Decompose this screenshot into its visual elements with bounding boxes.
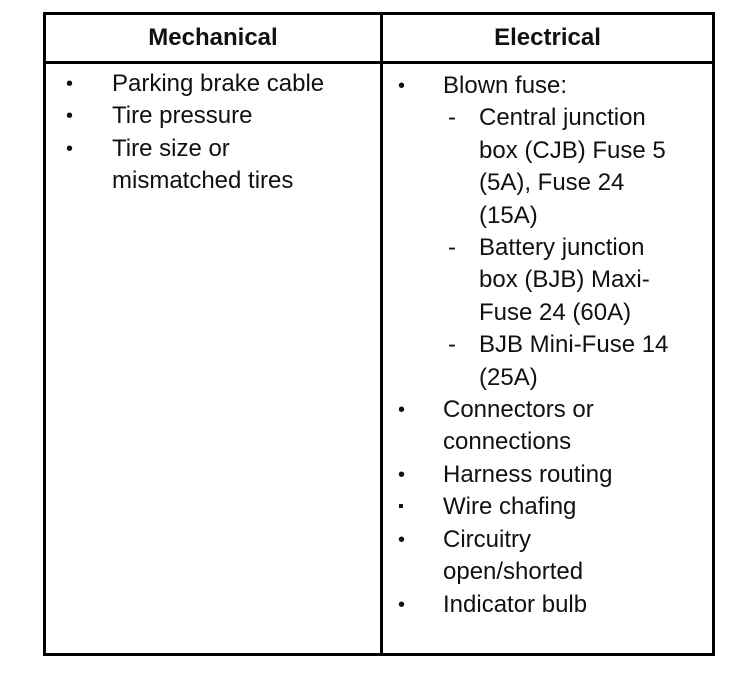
list-item xyxy=(383,394,712,459)
list-item-text: Tire size or mismatched tires xyxy=(112,134,294,195)
sub-list-item xyxy=(383,232,712,329)
header-mechanical: Mechanical xyxy=(148,24,278,51)
bullet-icon: • xyxy=(398,399,406,422)
list-item-text: Connectors or connections xyxy=(443,396,594,456)
list-item xyxy=(383,459,712,491)
list-item-text: Parking brake cable xyxy=(112,70,325,97)
bullet-icon: • xyxy=(398,593,406,616)
list-item-text: Battery junction box (BJB) Maxi-Fuse 24 (60A) xyxy=(479,234,650,326)
list-item-text: Tire pressure xyxy=(112,102,253,130)
table-header-row xyxy=(46,15,712,64)
dash-icon: - xyxy=(448,234,456,262)
list-item xyxy=(383,589,712,621)
bullet-icon: • xyxy=(398,75,406,97)
sub-list-item xyxy=(383,102,712,232)
list-item xyxy=(46,68,380,100)
header-electrical: Electrical xyxy=(494,24,601,51)
list-item xyxy=(46,133,380,198)
electrical-column xyxy=(383,64,712,653)
list-item-text: Circuitry open/shorted xyxy=(443,525,584,586)
list-item xyxy=(46,100,380,132)
list-item xyxy=(383,491,712,523)
bullet-icon: • xyxy=(66,137,74,160)
dash-icon: - xyxy=(448,104,456,132)
sub-list-item xyxy=(383,329,712,394)
symptom-table xyxy=(43,12,715,656)
list-item-text: Central junction box (CJB) Fuse 5 (5A), Fuse 24 (15A) xyxy=(479,104,666,229)
list-item-text: Blown fuse: xyxy=(443,72,568,99)
list-item-text: Wire chafing xyxy=(443,493,577,521)
bullet-icon: • xyxy=(398,463,406,486)
bullet-icon: ▪ xyxy=(398,498,404,516)
mechanical-column xyxy=(46,64,380,653)
list-item-text: BJB Mini-Fuse 14 (25A) xyxy=(479,331,669,391)
dash-icon: - xyxy=(448,331,456,359)
list-item xyxy=(383,70,712,102)
bullet-icon: • xyxy=(66,73,74,95)
bullet-icon: • xyxy=(398,528,406,551)
list-item-text: Harness routing xyxy=(443,460,613,488)
bullet-icon: • xyxy=(66,105,74,128)
list-item-text: Indicator bulb xyxy=(443,590,588,618)
list-item xyxy=(383,524,712,589)
